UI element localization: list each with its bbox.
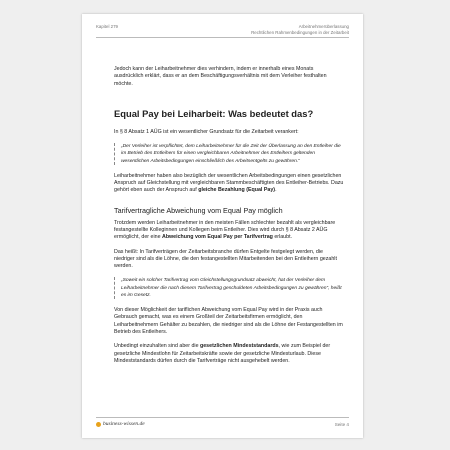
section2-paragraph-3: Von dieser Möglichkeit der tariflichen Abweichung vom Equal Pay wird in der Praxis auch Gebrauch gemacht, was es einem Großteil der Zeitarbeitsfirmen ermöglicht, den Leiharbeitnehmern Gehälter zu bezahlen, die niedriger sind als die Löhne der Festangestellten im Betrieb des Entleihers. <box>114 307 343 335</box>
header-topic <box>251 24 349 36</box>
subheading-tarif: Tarifvertragliche Abweichung vom Equal Pay möglich <box>114 205 283 215</box>
header-topic-line1: Arbeitnehmerüberlassung <box>298 24 349 29</box>
section2-paragraph-2: Das heißt: In Tarifverträgen der Zeitarbeitsbranche dürfen Entgelte festgelegt werden, die niedriger sind als die Löhne, die den festangestellten Mitarbeitenden bei den Entleihern gezahlt werden. <box>114 248 337 270</box>
section2-paragraph-4 <box>114 343 344 365</box>
law-quote-1: „Der Verleiher ist verpflichtet, dem Leiharbeitnehmer für die Zeit der Überlassung an den Entleiher die im Betrieb des Entleihers für einen vergleichbaren Arbeitnehmer des Entleihers geltenden wesentlichen Arbeitsbedingungen einschließlich des Arbeitsentgelts zu gewähren.“ <box>114 143 344 165</box>
page-number: Seite 4 <box>334 422 349 427</box>
section1-paragraph-1: In § 8 Absatz 1 AÜG ist ein wesentlicher Grundsatz für die Zeitarbeit verankert: <box>114 128 299 135</box>
text-run: . <box>275 187 277 194</box>
section1-paragraph-2 <box>114 173 344 195</box>
brand-logo <box>96 421 145 427</box>
law-quote-2: „Soweit ein solcher Tarifvertrag vom Gleichstellungsgrundsatz abweicht, hat der Verleiher dem Leiharbeitnehmer die nach diesem Tarifvertrag geschuldeten Arbeitsbedingungen zu gewähren“, heißt es im Gesetz. <box>114 277 344 299</box>
document-page <box>82 14 363 438</box>
intro-paragraph: Jedoch kann der Leiharbeitnehmer dies verhindern, indem er innerhalb eines Monats ausdrücklich erklärt, dass er an dem Beschäftigungsverhältnis mit dem Verleiher festhalten möchte. <box>114 66 327 87</box>
header-topic-line2: Rechtlichen Rahmenbedingungen in der Zeitarbeit <box>251 30 349 35</box>
page-footer <box>96 421 349 431</box>
page-content <box>114 66 344 372</box>
text-run: Trotzdem werden Leiharbeitnehmer in den meisten Fällen schlechter bezahlt als vergleichbare festangestellte Kolleginnen und Kollegen beim Entleiher. Dies wird durch § 8 Absatz 2 AÜG ermöglicht, der eine <box>114 219 336 241</box>
text-run: erlaubt. <box>272 234 293 241</box>
bold-text: gleiche Bezahlung (Equal Pay) <box>198 187 276 194</box>
text-run: Leiharbeitnehmer haben also bezüglich der wesentlichen Arbeitsbedingungen einen gesetzlichen Anspruch auf Gleichstellung mit vergleichbaren Stammbeschäftigten des Entleiher-Betriebs. Dazu gehört eben auch der Anspruch auf <box>114 172 344 194</box>
logo-dot-icon <box>96 422 101 427</box>
section-heading-equal-pay: Equal Pay bei Leiharbeit: Was bedeutet das? <box>114 107 314 119</box>
bold-text: Abweichung vom Equal Pay per Tarifvertrag <box>162 234 273 241</box>
header-divider <box>96 37 349 38</box>
logo-text: business-wissen.de <box>103 421 145 427</box>
text-run: , wie zum Beispiel der gesetzliche Mindestlohn für Zeitarbeitskräfte sowie der gesetzliche Mindesturlaub. Diese Mindeststandards dürfen durch die Tarifverträge nicht ausgehebelt werden. <box>114 343 331 364</box>
footer-divider <box>96 417 349 418</box>
bold-text: gesetzlichen Mindeststandards <box>200 343 279 350</box>
chapter-label: Kapitel 279 <box>96 24 118 29</box>
section2-paragraph-1 <box>114 220 344 242</box>
text-run: Unbedingt einzuhalten sind aber die <box>114 343 200 350</box>
